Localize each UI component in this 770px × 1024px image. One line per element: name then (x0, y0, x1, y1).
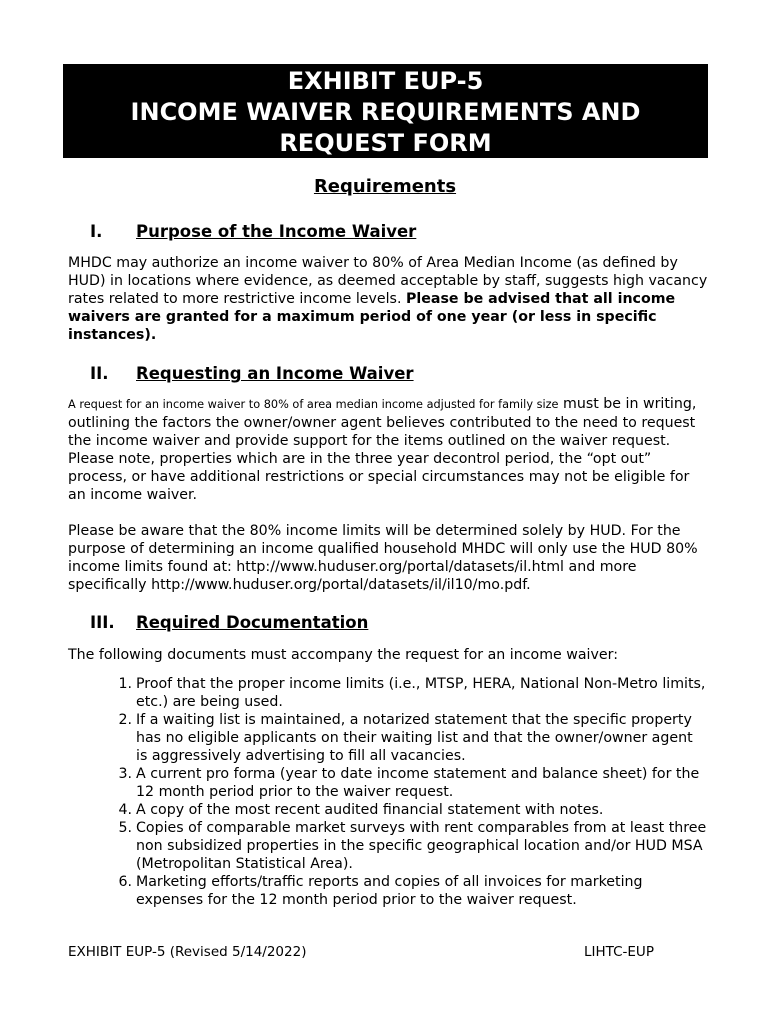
list-item (118, 801, 708, 819)
purpose-text: MHDC may authorize an income waiver to 80% of Area Median Income (as defined by HUD) in locations where evidence, as deemed acceptable by staff, suggests high vacancy rates related to more restrictive income levels. (68, 255, 708, 307)
section-heading-purpose (90, 222, 416, 241)
list-item-number: 3. (118, 766, 132, 782)
list-item (118, 711, 708, 765)
purpose-bold-notice: Please be advised that all income waivers are granted for a maximum period of one year (or less in specific instances). (68, 291, 676, 343)
list-item-number: 2. (118, 712, 132, 728)
required-documents-list (68, 675, 708, 909)
section-title: Purpose of the Income Waiver (136, 222, 417, 241)
section-heading-requesting (90, 364, 414, 383)
section-number: III. (90, 613, 115, 632)
list-item-text: If a waiting list is maintained, a notarized statement that the specific property has no eligible applicants on their waiting list and that the owner/owner agent is aggressively advertising to fill all vacancies. (136, 712, 693, 764)
list-item-text: A copy of the most recent audited financial statement with notes. (136, 802, 604, 818)
section-title: Required Documentation (136, 613, 369, 632)
footer-left: EXHIBIT EUP-5 (Revised 5/14/2022) (68, 944, 307, 960)
list-item (118, 675, 708, 711)
requirements-heading: Requirements (313, 176, 457, 197)
section-title: Requesting an Income Waiver (136, 364, 414, 383)
footer-right: LIHTC-EUP (584, 944, 654, 960)
title-line-3: REQUEST FORM (279, 129, 492, 157)
list-item-text: Proof that the proper income limits (i.e., MTSP, HERA, National Non-Metro limits, etc.) are being used. (136, 676, 706, 710)
purpose-paragraph (68, 254, 708, 344)
list-item (118, 873, 708, 909)
list-item (118, 765, 708, 801)
title-line-2: INCOME WAIVER REQUIREMENTS AND (130, 98, 641, 126)
list-item (118, 819, 708, 873)
requesting-paragraph (68, 395, 708, 504)
list-item-text: A current pro forma (year to date income statement and balance sheet) for the 12 month period prior to the waiver request. (136, 766, 700, 800)
list-item-number: 6. (118, 874, 132, 890)
title-line-1: EXHIBIT EUP-5 (287, 67, 484, 95)
section-number: I. (90, 222, 103, 241)
section-heading-documentation (90, 613, 368, 632)
list-item-number: 5. (118, 820, 132, 836)
income-limits-text: Please be aware that the 80% income limits will be determined solely by HUD. For the purpose of determining an income qualified household MHDC will only use the HUD 80% income limits found at: http://www.huduser.org/portal/datasets/il.html and more specifically http://www.huduser.org/portal/datasets/il/il10/mo.pdf. (68, 523, 698, 593)
list-item-text: Copies of comparable market surveys with rent comparables from at least three non subsidized properties in the specific geographical location and/or HUD MSA (Metropolitan Statistical Area). (136, 820, 707, 872)
document-title-block (63, 64, 708, 158)
list-item-number: 4. (118, 802, 132, 818)
requesting-text: must be in writing, outlining the factors the owner/owner agent believes contributed to the need to request the income waiver and provide support for the items outlined on the waiver request. Please note, properties which are in the three year decontrol period, the “opt out” process, or have additional restrictions or special circumstances may not be eligible for an income waiver. (68, 396, 697, 503)
income-limits-paragraph (68, 522, 708, 594)
list-item-text: Marketing efforts/traffic reports and copies of all invoices for marketing expenses for the 12 month period prior to the waiver request. (136, 874, 643, 908)
section-number: II. (90, 364, 109, 383)
requesting-small-text: A request for an income waiver to 80% of area median income adjusted for family size (68, 398, 559, 411)
list-item-number: 1. (118, 676, 132, 692)
documentation-intro-text: The following documents must accompany the request for an income waiver: (68, 647, 618, 663)
documentation-intro (68, 646, 708, 664)
